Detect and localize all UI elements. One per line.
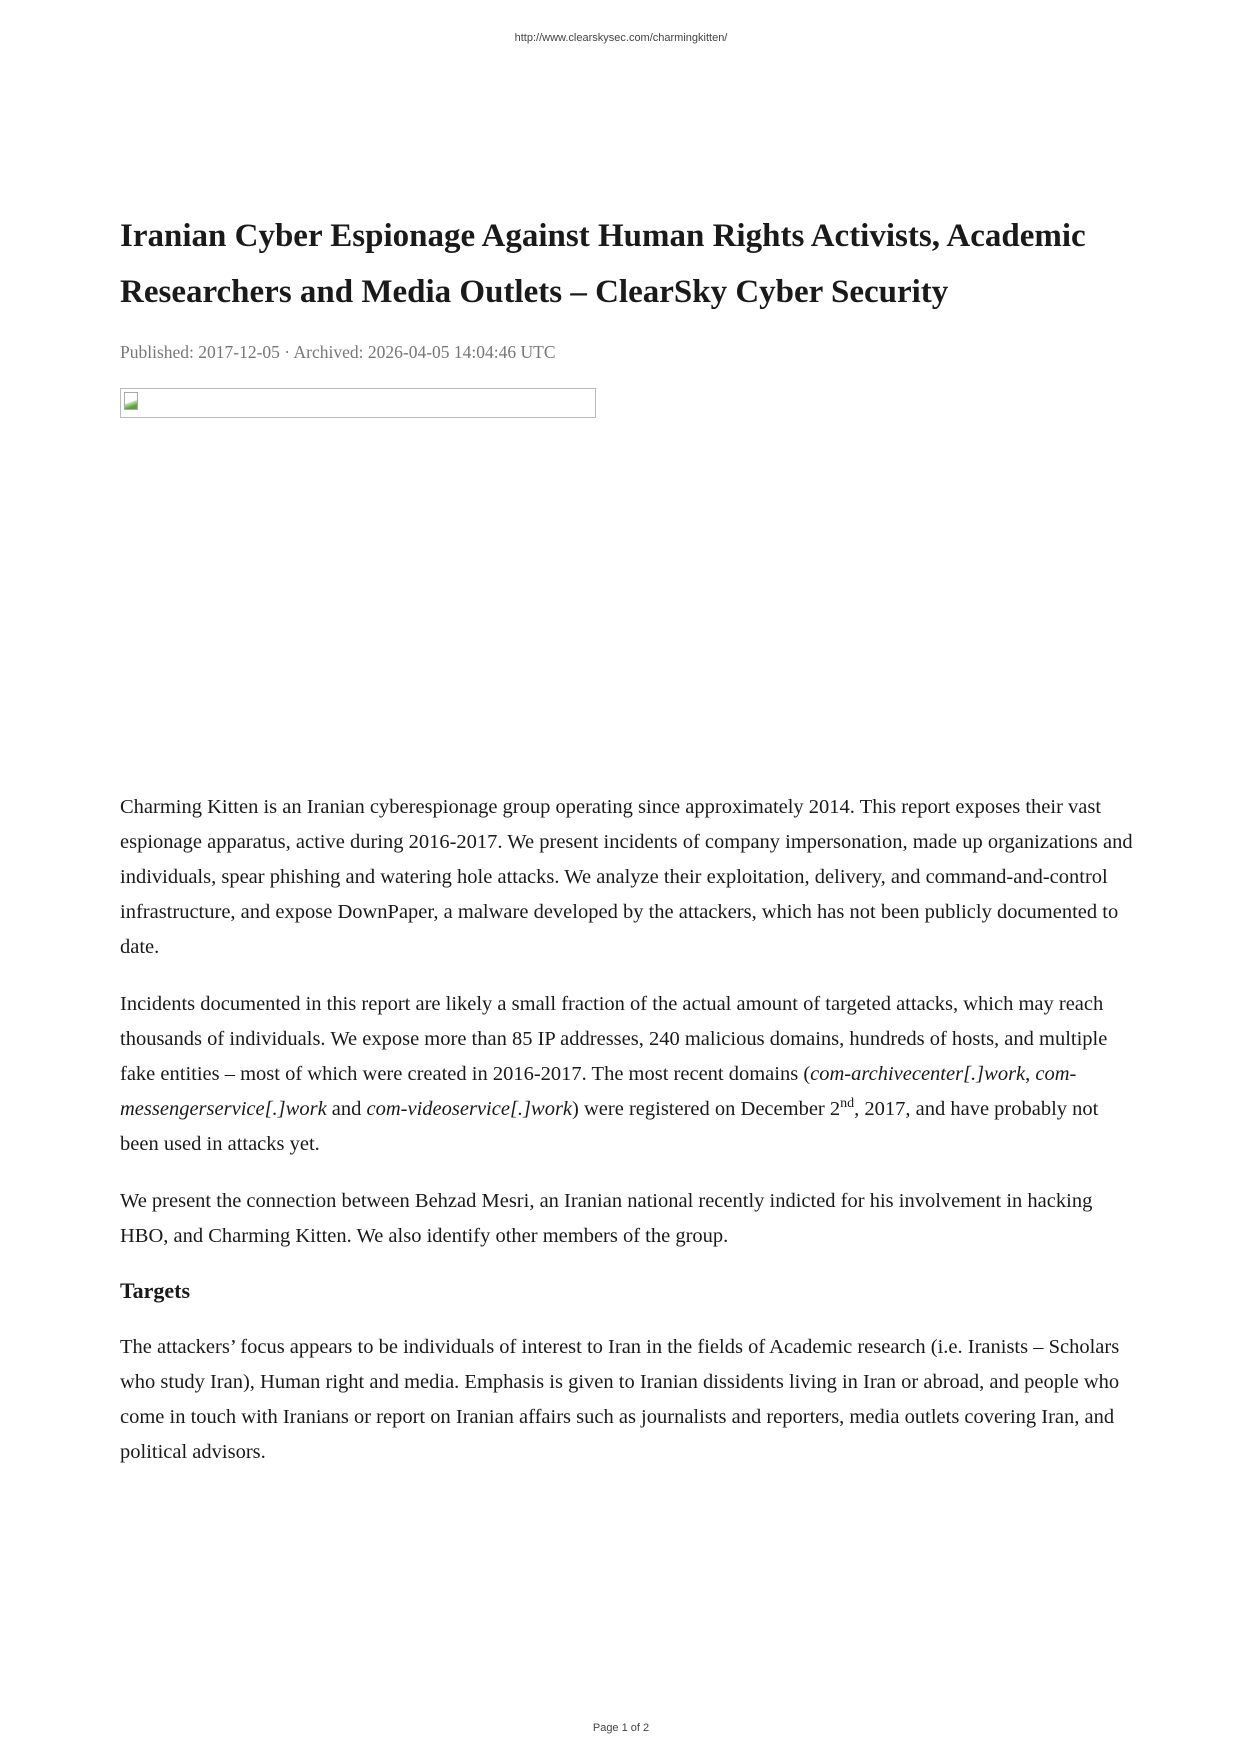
page-number: Page 1 of 2 (592, 1722, 650, 1734)
text: ) were registered on December 2 (572, 1098, 841, 1120)
broken-image (120, 388, 596, 418)
paragraph-targets: The attackers’ focus appears to be individuals of interest to Iran in the fields of Academic research (i.e. Iranists – Scholars who study Iran), Human right and media. Emphasis is given to Iranian dissidents living in Iran or abroad, and people who come in touch with Iranians or report on Iranian affairs such as journalists and reporters, media outlets covering Iran, and political advisors. (120, 1336, 1120, 1463)
text: , 2017, and have probably not been used in attacks yet. (120, 1098, 1099, 1155)
paragraph-intro: Charming Kitten is an Iranian cyberespionage group operating since approximately 2014. This report exposes their vast espionage apparatus, active during 2016-2017. We present incidents of company impersonation, made up organizations and individuals, spear phishing and watering hole attacks. We analyze their exploitation, delivery, and command-and-control infrastructure, and expose DownPaper, a malware developed by the attackers, which has not been publicly documented to date. (120, 796, 1133, 958)
article-meta: Published: 2017-12-05 · Archived: 2026-04-05 14:04:46 UTC (120, 342, 556, 362)
source-url: http://www.clearskysec.com/charmingkitten/ (514, 32, 728, 44)
paragraph-incidents (120, 987, 1136, 1162)
heading-targets: Targets (120, 1278, 191, 1303)
domain: com-videoservice[.]work (366, 1098, 573, 1120)
domain: com-archivecenter[.]work (810, 1063, 1026, 1085)
domain: com-messengerservice[.]work (120, 1063, 1077, 1120)
text: , (1025, 1063, 1036, 1085)
article (120, 208, 1136, 1492)
text: Incidents documented in this report are likely a small fraction of the actual amount of targeted attacks, which may reach thousands of individuals. We expose more than 85 IP addresses, 240 malicious domains, hundreds of hosts, and multiple fake entities – most of which were created in 2016-2017. The most recent domains ( (120, 993, 1108, 1085)
ordinal-suffix: nd (840, 1096, 855, 1112)
text: and (326, 1098, 367, 1120)
paragraph-connection: We present the connection between Behzad Mesri, an Iranian national recently indicted for his involvement in hacking HBO, and Charming Kitten. We also identify other members of the group. (120, 1190, 1093, 1247)
broken-image-icon (124, 392, 138, 410)
article-title: Iranian Cyber Espionage Against Human Rights Activists, Academic Researchers and Media Outlets – ClearSky Cyber Security (120, 218, 1086, 310)
